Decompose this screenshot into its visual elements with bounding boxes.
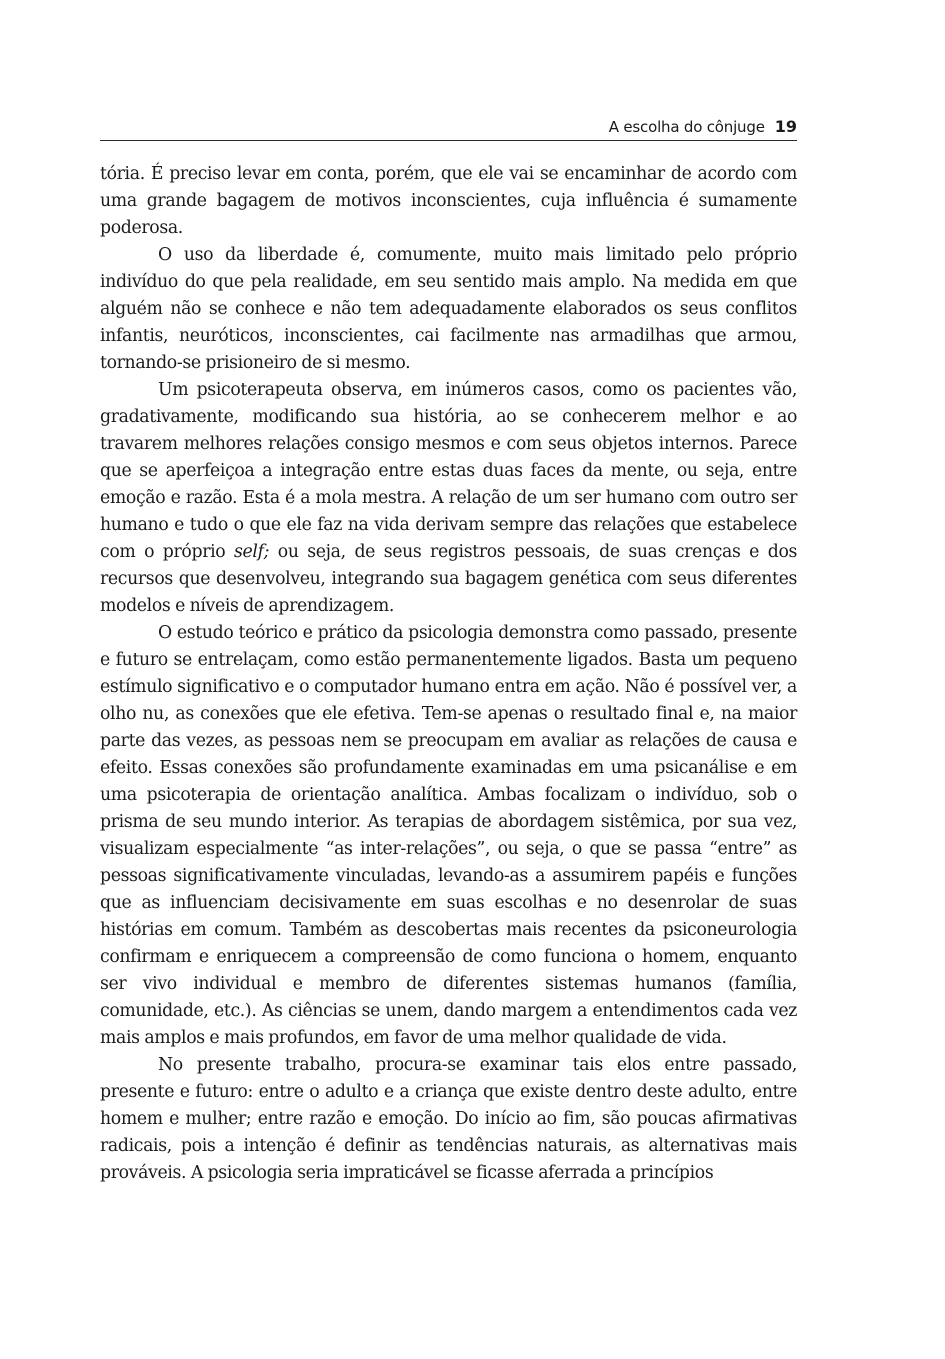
paragraph-1: tória. É preciso levar em conta, porém, que ele vai se encaminhar de acordo com uma grande bagagem de motivos inconscientes, cuja influência é sumamente poderosa. [100, 164, 797, 238]
italic-term-self: self; [234, 542, 270, 562]
paragraph-3 [100, 377, 797, 620]
body-text [100, 161, 797, 1187]
page-number: 19 [774, 117, 797, 136]
paragraph-5: No presente trabalho, procura-se examinar tais elos entre passado, presente e futuro: entre o adulto e a criança que existe dentro deste adulto, entre homem e mulher; entre razão e emoção. Do início ao fim, são poucas afirmativas radicais, pois a intenção é definir as tendências naturais, as alternativas mais prováveis. A psicologia seria impraticável se ficasse aferrada a princípios [100, 1055, 797, 1183]
paragraph-2: O uso da liberdade é, comumente, muito mais limitado pelo próprio indivíduo do que pela realidade, em seu sentido mais amplo. Na medida em que alguém não se conhece e não tem adequadamente elaborados os seus conflitos infantis, neuróticos, inconscientes, cai facilmente nas armadilhas que armou, tornando-se prisioneiro de si mesmo. [100, 245, 797, 373]
paragraph-3-part-2: ou seja, de seus registros pessoais, de suas crenças e dos recursos que desenvolveu, integrando sua bagagem genética com seus diferentes modelos e níveis de aprendizagem. [100, 542, 798, 616]
chapter-title: A escolha do cônjuge [608, 118, 765, 136]
running-header [100, 116, 797, 141]
paragraph-3-part-1: Um psicoterapeuta observa, em inúmeros casos, como os pacientes vão, gradativamente, modificando sua história, ao se conhecerem melhor e ao travarem melhores relações consigo mesmos e com seus objetos internos. Parece que se aperfeiçoa a integração entre estas duas faces da mente, ou seja, entre emoção e razão. Esta é a mola mestra. A relação de um ser humano com outro ser humano e tudo o que ele faz na vida derivam sempre das relações que estabelece com o próprio [100, 380, 797, 562]
paragraph-4: O estudo teórico e prático da psicologia demonstra como passado, presente e futuro se entrelaçam, como estão permanentemente ligados. Basta um pequeno estímulo significativo e o computador humano entra em ação. Não é possível ver, a olho nu, as conexões que ele efetiva. Tem-se apenas o resultado final e, na maior parte das vezes, as pessoas nem se preocupam em avaliar as relações de causa e efeito. Essas conexões são profundamente examinadas em uma psicanálise e em uma psicoterapia de orientação analítica. Ambas focalizam o indivíduo, sob o prisma de seu mundo interior. As terapias de abordagem sistêmica, por sua vez, visualizam especialmente “as inter-relações”, ou seja, o que se passa “entre” as pessoas significativamente vinculadas, levando-as a assumirem papéis e funções que as influenciam decisivamente em suas escolhas e no desenrolar de suas histórias em comum. Também as descobertas mais recentes da psiconeurologia confirmam e enriquecem a compreensão de como funciona o homem, enquanto ser vivo individual e membro de diferentes sistemas humanos (família, comunidade, etc.). As ciências se unem, dando margem a entendimentos cada vez mais amplos e mais profundos, em favor de uma melhor qualidade de vida. [100, 623, 797, 1048]
